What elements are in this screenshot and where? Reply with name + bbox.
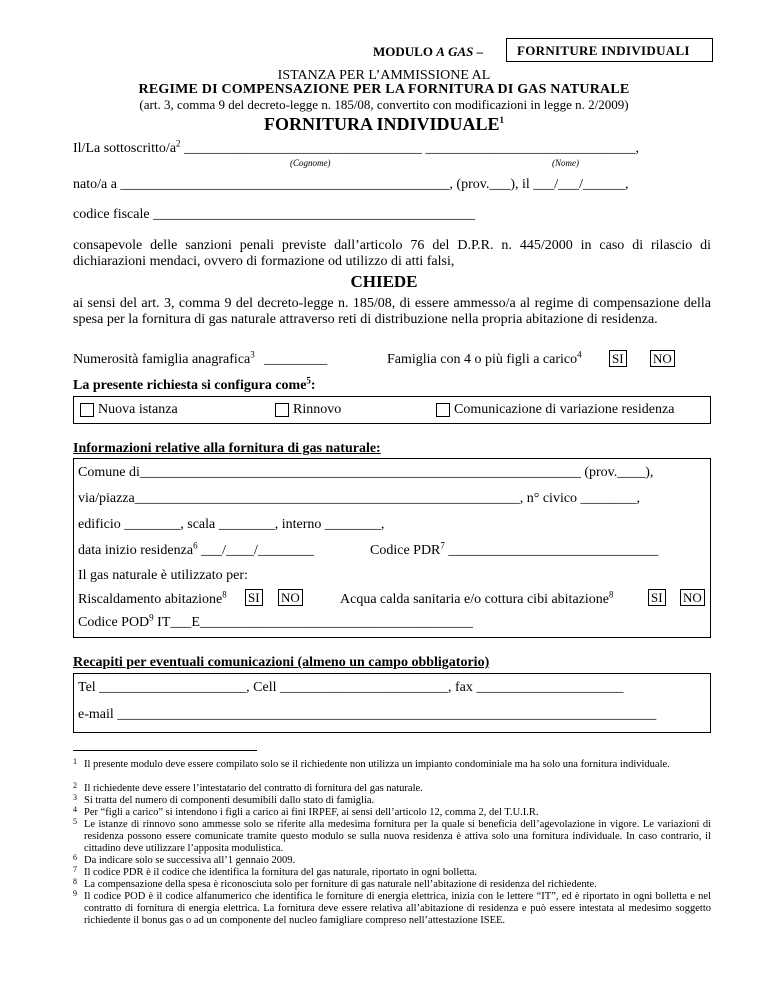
- family-size-row: Numerosità famiglia anagrafica$^3$ _________: [73, 349, 328, 367]
- footnote-8-number: 8: [73, 877, 77, 886]
- variazione-residenza-label: Comunicazione di variazione residenza: [454, 402, 675, 417]
- header-line3: (art. 3, comma 9 del decreto-legge n. 185/08, convertito con modificazioni in legge n. 2/2009): [139, 97, 629, 112]
- kids-si-option[interactable]: SI: [609, 350, 627, 367]
- variazione-residenza-checkbox[interactable]: [436, 403, 450, 417]
- header-line2: REGIME DI COMPENSAZIONE PER LA FORNITURA DI GAS NATURALE: [138, 82, 630, 97]
- family-kids-label: Famiglia con 4 o più figli a carico$^4$: [387, 349, 582, 367]
- data-residenza-row: data inizio residenza$^6$ ___/____/________: [78, 540, 314, 558]
- footnote-3-number: 3: [73, 793, 77, 802]
- rinnovo-checkbox[interactable]: [275, 403, 289, 417]
- footnote-7-number: 7: [73, 865, 77, 874]
- footnote-6-number: 6: [73, 853, 77, 862]
- chiede-text: ai sensi del art. 3, comma 9 del decreto-legge n. 185/08, di essere ammesso/a al regime di compensazione della spesa per la fornitura di gas naturale attraverso reti di distribuzione nella propria abitazione di residenza.: [73, 296, 711, 327]
- footnote-5-number: 5: [73, 817, 77, 826]
- signer-row: Il/La sottoscritto/$a^2$ __________________________________ ______________________________,: [73, 138, 640, 156]
- pod-row: Codice POD$^9$ IT___E_______________________________________: [78, 612, 473, 630]
- gas-use-label: Il gas naturale è utilizzato per:: [78, 568, 248, 583]
- heating-label: Riscaldamento abitazione$^8$: [78, 589, 227, 607]
- footnote-4-number: 4: [73, 805, 77, 814]
- footnote-4: Per “figli a carico” si intendono i figli a carico ai fini IRPEF, ai sensi dell’articolo 12, comma 2, del T.U.I.R.: [84, 807, 539, 818]
- pdr-row: Codice PDR$^7$ ______________________________: [370, 540, 659, 558]
- birth-field[interactable]: nato/a a _______________________________________________, (prov.___), il ___/___/______,: [73, 177, 629, 192]
- footnote-7: Il codice PDR è il codice che identifica la fornitura del gas naturale, riportato in ogni bolletta.: [84, 867, 478, 878]
- kids-no-option[interactable]: NO: [650, 350, 675, 367]
- codice-fiscale-field[interactable]: codice fiscale ______________________________________________: [73, 207, 476, 222]
- footnote-3: Si tratta del numero di componenti desumibili dallo stato di famiglia.: [84, 795, 375, 806]
- header-line1: ISTANZA PER L’AMMISSIONE AL: [277, 68, 491, 83]
- footnote-9-number: 9: [73, 889, 77, 898]
- pdr-field[interactable]: ______________________________: [444, 543, 659, 558]
- module-label: MODULO A GAS –: [373, 44, 484, 59]
- email-field[interactable]: e-mail _____________________________________________________________________________: [78, 707, 657, 722]
- water-si-option[interactable]: SI: [648, 589, 666, 606]
- footnote-8: La compensazione della spesa è riconosciuta solo per forniture di gas naturale nell’abitazione di residenza del richiedente.: [84, 879, 597, 890]
- contacts-heading: Recapiti per eventuali comunicazioni (almeno un campo obbligatorio): [73, 655, 490, 670]
- nome-caption: (Nome): [552, 158, 579, 168]
- comune-field[interactable]: Comune di_______________________________________________________________ (prov.____),: [78, 465, 654, 480]
- nuova-istanza-label: Nuova istanza: [98, 402, 178, 417]
- footnote-divider: [73, 750, 257, 751]
- rinnovo-label: Rinnovo: [293, 402, 342, 417]
- nuova-istanza-checkbox[interactable]: [80, 403, 94, 417]
- footnote-2: Il richiedente deve essere l’intestatario del contratto di fornitura del gas naturale.: [84, 783, 423, 794]
- water-label: Acqua calda sanitaria e/o cottura cibi abitazione$^8$: [340, 589, 614, 607]
- declaration-text: consapevole delle sanzioni penali previste dall’articolo 76 del D.P.R. n. 445/2000 in caso di rilascio di dichiarazioni mendaci, ovvero di formazione od utilizzo di atti falsi,: [73, 238, 711, 269]
- footnote-5: Le istanze di rinnovo sono ammesse solo se riferite alla medesima fornitura per la quale si beneficia dell’agevolazione in vigore. Le variazioni di residenza possono essere comunicate tramite questo modulo se sulla nuova residenza è attiva solo una fornitura individuale. In caso contrario, il cittadino deve utilizzare l’apposita modulistica.: [84, 819, 711, 854]
- data-residenza-field[interactable]: ___/____/________: [197, 543, 314, 558]
- water-no-option[interactable]: NO: [680, 589, 705, 606]
- tel-cell-fax-field[interactable]: Tel _____________________, Cell ________________________, fax _____________________: [78, 680, 624, 695]
- footnote-1: Il presente modulo deve essere compilato solo se il richiedente non utilizza un impianto condominiale ma ha solo una fornitura individuale.: [84, 759, 670, 770]
- footnote-1-number: 1: [73, 757, 77, 766]
- footnote-6: Da indicare solo se successiva all’1 gennaio 2009.: [84, 855, 296, 866]
- module-type-box: FORNITURE INDIVIDUALI: [506, 38, 713, 62]
- request-type-heading: La presente richiesta si configura come$^5$:: [73, 375, 316, 393]
- footnote-9: Il codice POD è il codice alfanumerico che identifica le forniture di energia elettrica, inizia con le lettere “IT”, ed è riportato in ogni bolletta e nel contratto di fornitura di energia elettrica. La fornitura deve essere relativa all’abitazione di residenza e può essere intestata al medesimo soggetto richiedente il bonus gas o ad un componente del nucleo famigliare compreso nell’attestazione ISEE.: [84, 891, 711, 926]
- supply-heading: Informazioni relative alla fornitura di gas naturale:: [73, 441, 381, 456]
- chiede-title: CHIEDE: [350, 272, 418, 291]
- heating-no-option[interactable]: NO: [278, 589, 303, 606]
- footnote-2-number: 2: [73, 781, 77, 790]
- edificio-field[interactable]: edificio ________, scala ________, interno ________,: [78, 517, 385, 532]
- heating-si-option[interactable]: SI: [245, 589, 263, 606]
- cognome-caption: (Cognome): [290, 158, 331, 168]
- page-title: FORNITURA INDIVIDUALE$^1$: [263, 114, 505, 134]
- signer-name-field[interactable]: __________________________________ ______________________________,: [184, 141, 640, 156]
- pod-field[interactable]: IT___E_______________________________________: [153, 615, 473, 630]
- family-size-field[interactable]: _________: [264, 352, 328, 367]
- via-field[interactable]: via/piazza_______________________________________________________, n° civico ________,: [78, 491, 641, 506]
